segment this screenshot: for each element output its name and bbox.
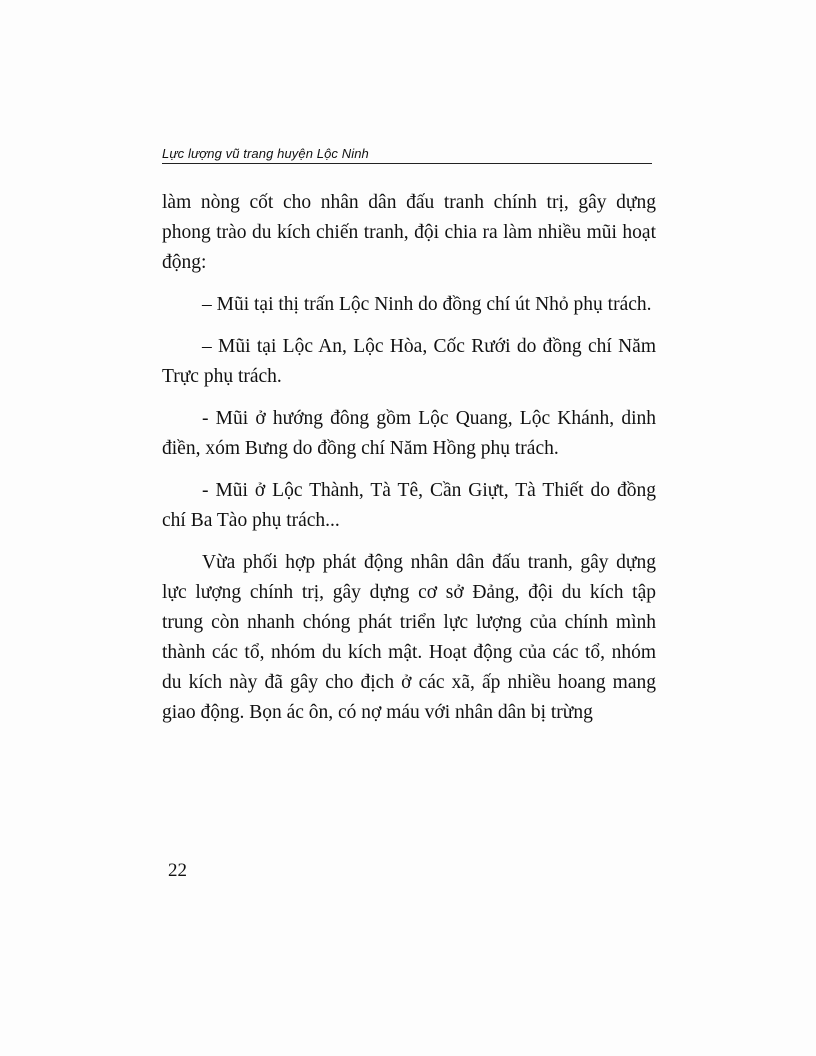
list-item: – Mũi tại thị trấn Lộc Ninh do đồng chí út Nhỏ phụ trách. xyxy=(202,294,652,315)
paragraph: làm nòng cốt cho nhân dân đấu tranh chính trị, gây dựng phong trào du kích chiến tranh, đội chia ra làm nhiều mũi hoạt động: xyxy=(162,192,656,273)
paragraph: Vừa phối hợp phát động nhân dân đấu tranh, gây dựng lực lượng chính trị, gây dựng cơ sở Đảng, đội du kích tập trung còn nhanh chóng phát triển lực lượng của chính mình thành các tổ, nhóm du kích mật. Hoạt động của các tổ, nhóm du kích này đã gây cho địch ở các xã, ấp nhiều hoang mang giao động. Bọn ác ôn, có nợ máu với nhân dân bị trừng xyxy=(162,552,656,723)
list-item: - Mũi ở Lộc Thành, Tà Tê, Cần Giựt, Tà Thiết do đồng chí Ba Tào phụ trách... xyxy=(162,480,656,531)
running-header xyxy=(162,146,652,164)
page-number: 22 xyxy=(168,860,187,881)
list-item: - Mũi ở hướng đông gồm Lộc Quang, Lộc Khánh, dinh điền, xóm Bưng do đồng chí Năm Hồng phụ trách. xyxy=(162,408,656,459)
list-item: – Mũi tại Lộc An, Lộc Hòa, Cốc Rưới do đồng chí Năm Trực phụ trách. xyxy=(162,336,656,387)
header-rule xyxy=(162,163,652,164)
running-header-title: Lực lượng vũ trang huyện Lộc Ninh xyxy=(162,146,369,161)
body-text xyxy=(162,188,656,728)
